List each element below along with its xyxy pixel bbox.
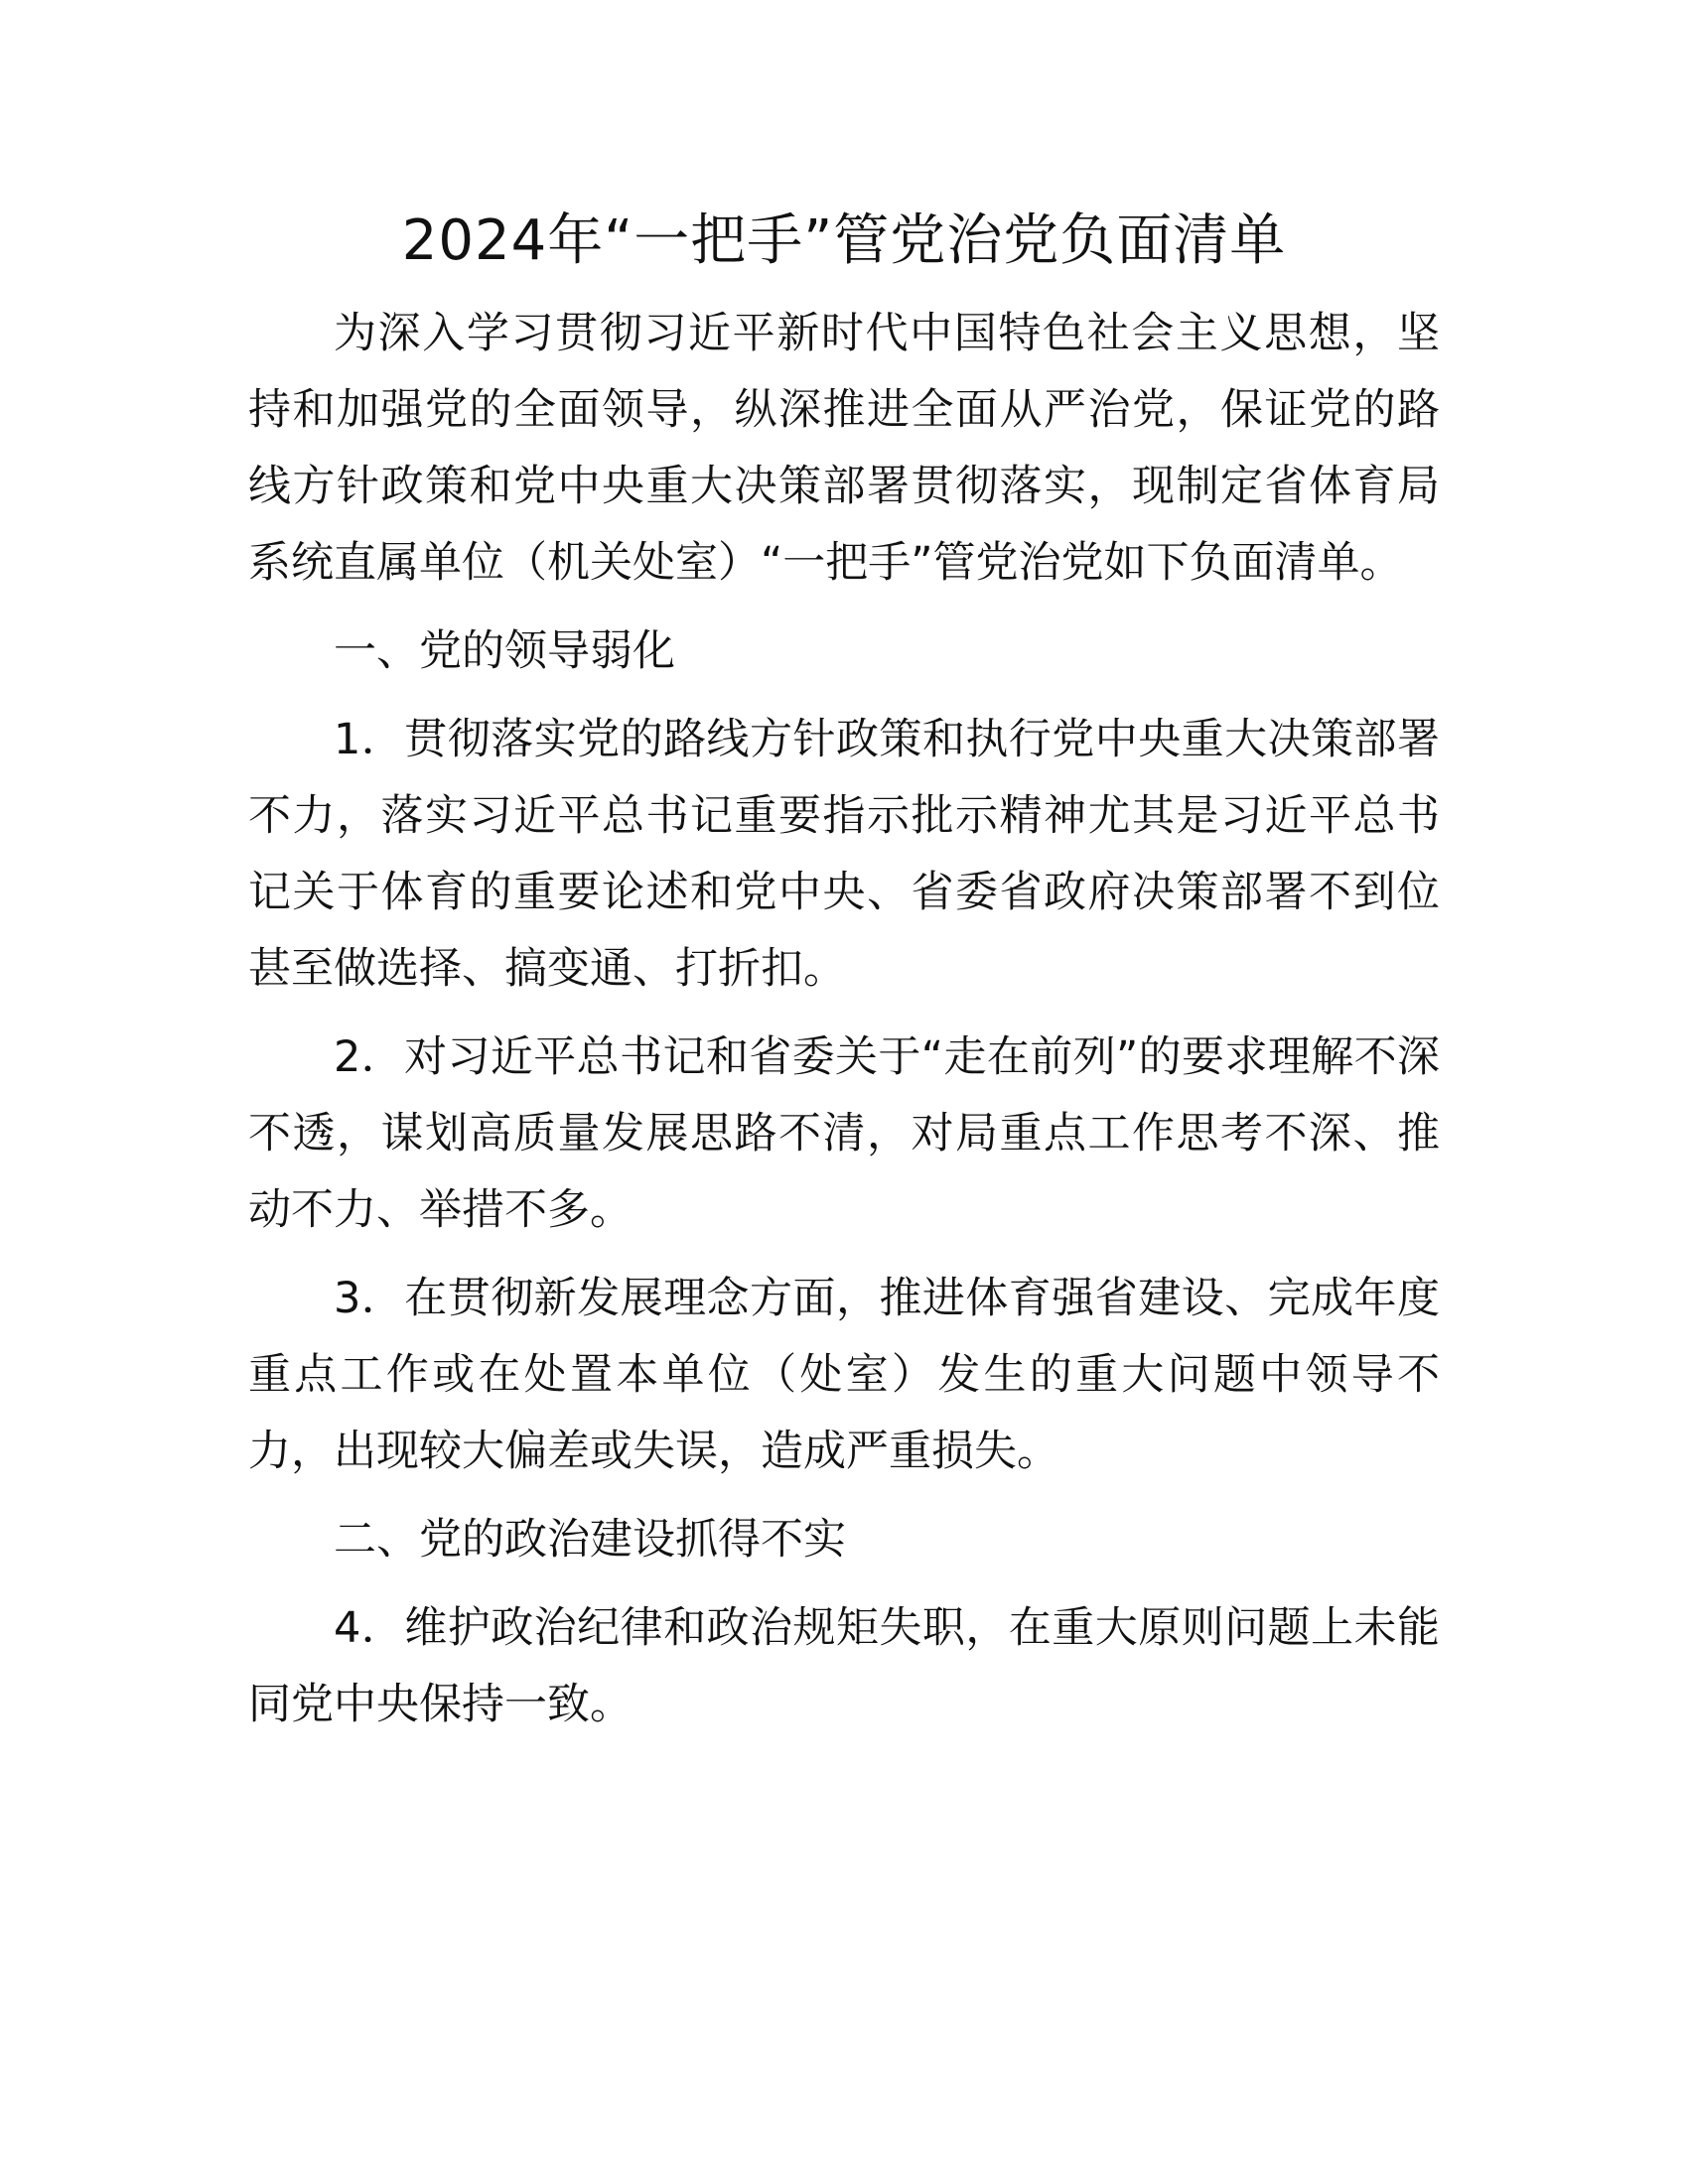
- section-heading-2: 二、党的政治建设抓得不实: [334, 1515, 846, 1565]
- list-item-1: 1．贯彻落实党的路线方针政策和执行党中央重大决策部署不力，落实习近平总书记重要指示批示精神尤其是习近平总书记关于体育的重要论述和党中央、省委省政府决策部署不到位甚至做选择、搞变通、打折扣。: [248, 715, 1440, 994]
- section-heading-1: 一、党的领导弱化: [334, 626, 675, 676]
- intro-paragraph: 为深入学习贯彻习近平新时代中国特色社会主义思想，坚持和加强党的全面领导，纵深推进全面从严治党，保证党的路线方针政策和党中央重大决策部署贯彻落实，现制定省体育局系统直属单位（机关处室）“一把手”管党治党如下负面清单。: [248, 309, 1440, 588]
- list-item-3: 3．在贯彻新发展理念方面，推进体育强省建设、完成年度重点工作或在处置本单位（处室）发生的重大问题中领导不力，出现较大偏差或失误，造成严重损失。: [248, 1274, 1440, 1476]
- list-item-4: 4．维护政治纪律和政治规矩失职，在重大原则问题上未能同党中央保持一致。: [248, 1603, 1440, 1729]
- document-body: [248, 296, 1440, 1755]
- list-item-2: 2．对习近平总书记和省委关于“走在前列”的要求理解不深不透，谋划高质量发展思路不清，对局重点工作思考不深、推动不力、举措不多。: [248, 1032, 1440, 1235]
- document-title: 2024年“一把手”管党治党负面清单: [401, 208, 1287, 273]
